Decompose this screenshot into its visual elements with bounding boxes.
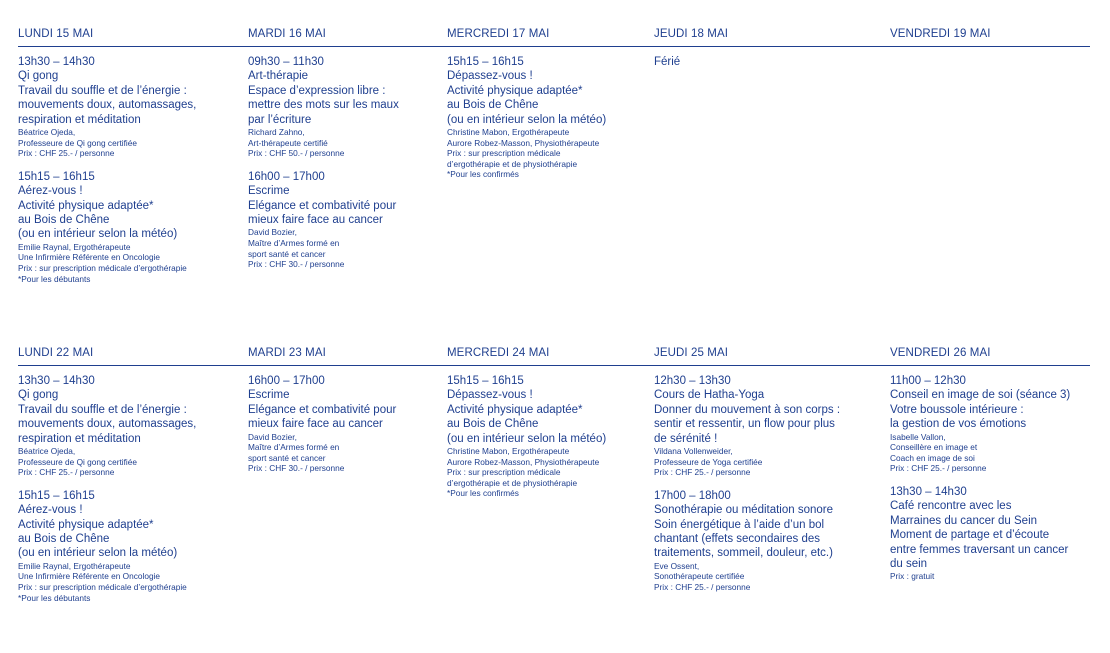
day-column-thursday [654,55,884,80]
session-time: 13h30 – 14h30 [18,56,95,68]
session-title: Cours de Hatha-Yoga Donner du mouvement à son corps : sentir et ressentir, un flow pour plus de sérénité ! [654,389,841,445]
session [18,55,243,159]
session-details: Prix : gratuit [890,571,935,582]
session-details: Béatrice Ojeda, Professeure de Qi gong certifiée Prix : CHF 25.- / personne [18,446,137,478]
session-title: Escrime Elégance et combativité pour mieux faire face au cancer [248,389,397,431]
day-title: LUNDI 22 MAI [18,347,94,359]
day-title: MERCREDI 24 MAI [447,347,550,359]
session-time: 12h30 – 13h30 [654,375,731,387]
session-details: David Bozier, Maître d’Armes formé en sport santé et cancer Prix : CHF 30.- / personne [248,227,345,270]
session-title: Dépassez-vous ! Activité physique adaptée* au Bois de Chêne (ou en intérieur selon la météo) [447,70,607,126]
session-details: Emilie Raynal, Ergothérapeute Une Infirmière Référente en Oncologie Prix : sur prescription médicale d’ergothérapie [18,560,187,593]
session [18,374,243,478]
session-details: Christine Mabon, Ergothérapeute Aurore Robez-Masson, Physiothérapeute Prix : sur prescription médicale d’ergothérapie et de physiothérapie [447,446,600,488]
session-time: 15h15 – 16h15 [18,489,95,502]
week-header [18,345,1090,366]
day-column-tuesday [248,55,438,281]
session-title: Escrime Elégance et combativité pour mieux faire face au cancer [248,185,397,227]
session [18,170,243,284]
session-title: Aérez-vous ! Activité physique adaptée* au Bois de Chêne (ou en intérieur selon la météo) [18,185,178,241]
session-time: 16h00 – 17h00 [248,375,325,387]
day-column-monday [18,374,243,614]
session [890,374,1090,474]
session-note: *Pour les confirmés [447,169,519,180]
session-details: Isabelle Vallon, Conseillère en image et Coach en image de soi Prix : CHF 25.- / personne [890,431,987,474]
day-title: JEUDI 18 MAI [654,28,729,40]
session [447,374,647,499]
session-details: Emilie Raynal, Ergothérapeute Une Infirmière Référente en Oncologie Prix : sur prescription médicale d’ergothérapie [18,241,187,274]
day-column-monday [18,55,243,295]
session-time: 16h00 – 17h00 [248,170,325,183]
session-note: *Pour les débutants [18,273,91,284]
session-details: Béatrice Ojeda, Professeure de Qi gong certifiée Prix : CHF 25.- / personne [18,127,137,159]
session [654,489,884,593]
week-header [18,26,1090,47]
session-time: 09h30 – 11h30 [248,56,324,68]
day-column-friday [890,374,1090,593]
day-title: JEUDI 25 MAI [654,347,729,359]
day-title: VENDREDI 19 MAI [890,28,991,40]
session [248,170,438,270]
session-details: David Bozier, Maître d’Armes formé en sport santé et cancer Prix : CHF 30.- / personne [248,431,345,474]
session [654,55,884,69]
session [18,489,243,603]
session [447,55,647,180]
week-schedule-2 [18,345,1090,603]
session [248,55,438,159]
session-details: Richard Zahno, Art-thérapeute certifié Prix : CHF 50.- / personne [248,127,345,159]
session [654,374,884,478]
session-details: Christine Mabon, Ergothérapeute Aurore Robez-Masson, Physiothérapeute Prix : sur prescription médicale d’ergothérapie et de physiothérapie [447,127,600,169]
session-time: 13h30 – 14h30 [18,375,95,387]
day-column-wednesday [447,374,647,510]
session-title: Sonothérapie ou méditation sonore Soin énergétique à l’aide d’un bol chantant (effets secondaires des traitements, sommeil, douleur, etc.) [654,504,834,560]
session-title: Aérez-vous ! Activité physique adaptée* au Bois de Chêne (ou en intérieur selon la météo) [18,504,178,560]
day-column-wednesday [447,55,647,191]
session-time: 13h30 – 14h30 [890,486,967,498]
session-time: 15h15 – 16h15 [447,375,524,387]
day-title: MARDI 23 MAI [248,347,326,359]
session-title: Art-thérapie Espace d’expression libre : mettre des mots sur les maux par l’écriture [248,70,399,126]
week-schedule-1 [18,26,1090,284]
session [890,485,1090,582]
day-column-thursday [654,374,884,604]
session-time: 11h00 – 12h30 [890,375,966,387]
session-time: 15h15 – 16h15 [447,56,524,68]
day-title: LUNDI 15 MAI [18,28,94,40]
session-details: Eve Ossent, Sonothérapeute certifiée Prix : CHF 25.- / personne [654,560,751,593]
session-title: Dépassez-vous ! Activité physique adaptée* au Bois de Chêne (ou en intérieur selon la météo) [447,389,607,445]
day-title: VENDREDI 26 MAI [890,347,991,359]
holiday-label: Férié [654,56,681,68]
session-time: 15h15 – 16h15 [18,170,95,183]
session-title: Qi gong Travail du souffle et de l’énergie : mouvements doux, automassages, respiration et méditation [18,389,197,445]
day-title: MARDI 16 MAI [248,28,326,40]
session-note: *Pour les débutants [18,592,91,603]
session [248,374,438,474]
day-column-tuesday [248,374,438,485]
session-title: Conseil en image de soi (séance 3) Votre boussole intérieure : la gestion de vos émotions [890,389,1071,431]
session-note: *Pour les confirmés [447,488,519,499]
session-details: Vildana Vollenweider, Professeure de Yoga certifiée Prix : CHF 25.- / personne [654,446,763,478]
session-title: Café rencontre avec les Marraines du cancer du Sein Moment de partage et d’écoute entre femmes traversant un cancer du sein [890,500,1069,571]
session-time: 17h00 – 18h00 [654,489,731,502]
day-title: MERCREDI 17 MAI [447,28,550,40]
session-title: Qi gong Travail du souffle et de l’énergie : mouvements doux, automassages, respiration et méditation [18,70,197,126]
